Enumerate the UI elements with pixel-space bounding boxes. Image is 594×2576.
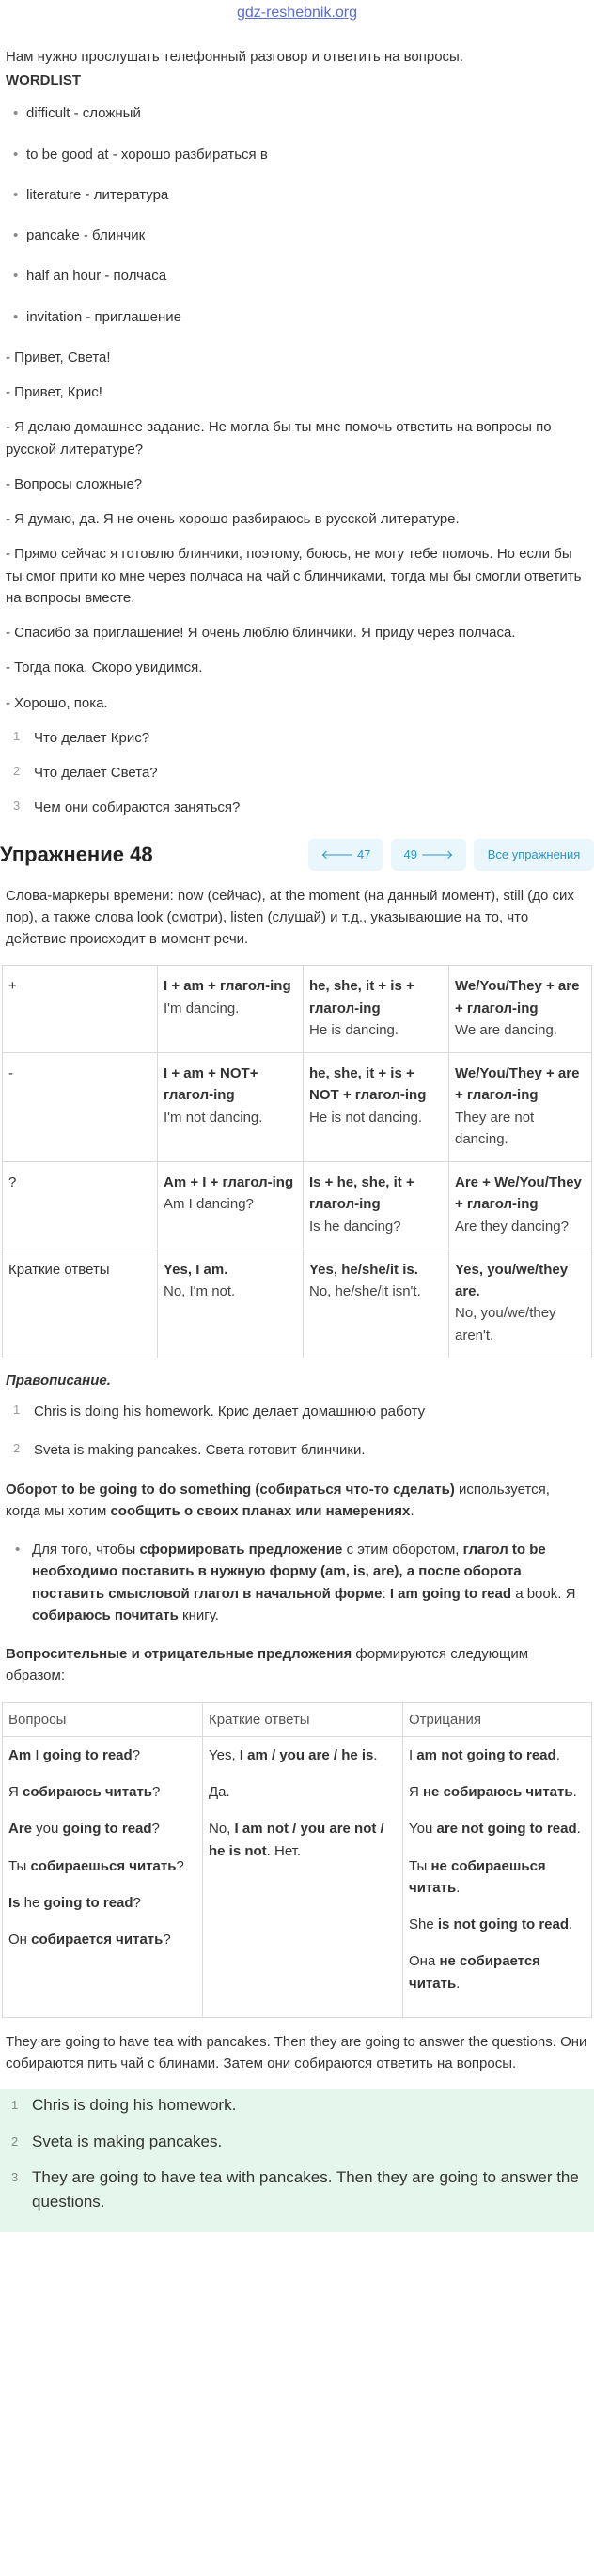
bold-part: going to read	[42, 1746, 133, 1763]
text-part: .	[576, 1821, 581, 1838]
table-cell	[449, 966, 592, 1053]
grammar-table	[2, 965, 592, 1358]
question-item	[13, 797, 594, 818]
text-part: you	[32, 1821, 63, 1838]
cell-formula: I + am + NOT+ глагол-ing	[164, 1065, 258, 1104]
text-part: .	[456, 1879, 461, 1896]
bold-part: не собираюсь читать	[423, 1784, 573, 1801]
cell-line	[209, 1781, 397, 1803]
cell-formula: Are + We/You/They + глагол-ing	[455, 1174, 582, 1213]
question-text: Что делает Крис?	[34, 729, 150, 746]
cell-formula: Yes, he/she/it is.	[309, 1261, 418, 1278]
cell-line	[8, 1745, 196, 1766]
table-cell	[158, 1162, 304, 1249]
question-negative-intro	[6, 1643, 588, 1687]
time-markers-text: Слова-маркеры времени: now (сейчас), at the moment (на данный момент), still (до сих пор), а также слова look (смотри), listen (слушай) и т.д., указывающие на то, что действие происходит в момент речи.	[6, 887, 574, 948]
exercise-title: Упражнение 48	[0, 842, 153, 866]
cell-line	[8, 1929, 196, 1950]
questions-answers-table	[2, 1702, 592, 2018]
text-part: Да.	[209, 1784, 230, 1801]
text-part: ?	[152, 1784, 161, 1801]
rule-text: .	[410, 1502, 414, 1519]
table-row	[3, 1053, 592, 1162]
word-item: • difficult - сложный	[13, 102, 594, 124]
bold-part: are not going to read	[436, 1821, 577, 1838]
table-row	[3, 966, 592, 1053]
text-part: I	[409, 1746, 417, 1763]
dialogue-line: - Я думаю, да. Я не очень хорошо разбираюсь в русской литературе.	[6, 511, 460, 528]
text-part: .	[373, 1746, 378, 1763]
word-item: • half an hour - полчаса	[13, 265, 594, 287]
word-item: • pancake - блинчик	[13, 225, 594, 246]
cell-line	[209, 1745, 397, 1766]
text-part: She	[409, 1916, 438, 1933]
table-cell	[449, 1053, 592, 1162]
spelling-list	[0, 1401, 594, 1462]
wordlist	[0, 102, 594, 328]
all-exercises-button[interactable]: Все упражнения	[474, 839, 594, 871]
cell-example: He is dancing.	[309, 1021, 399, 1038]
cell-line	[409, 1745, 586, 1766]
question-text: Что делает Света?	[34, 765, 158, 782]
table-header-row	[3, 1702, 592, 1736]
table-row	[3, 1736, 592, 2017]
text-part: Он	[8, 1932, 32, 1948]
table-cell	[304, 966, 449, 1053]
dialogue-line: - Я делаю домашнее задание. Не могла бы ты мне помочь ответить на вопросы по русской литературе?	[6, 419, 552, 458]
cell-line	[409, 1950, 586, 1994]
dialogue-line: - Спасибо за приглашение! Я очень люблю блинчики. Я приду через полчаса.	[6, 625, 516, 642]
question-item	[13, 762, 594, 784]
rule-text: Для того, чтобы	[32, 1542, 140, 1559]
cell-formula: We/You/They + are + глагол-ing	[455, 978, 580, 1016]
summary-text: They are going to have tea with pancakes. Then they are going to answer the questions. Они собираются пить чай с блинами. Затем они собираются ответить на вопросы.	[6, 2033, 587, 2072]
table-row	[3, 1162, 592, 1249]
cell-formula: Yes, I am.	[164, 1261, 228, 1278]
cell-example: No, I'm not.	[164, 1283, 236, 1300]
next-exercise-button[interactable]: 49 🡒	[391, 839, 466, 871]
bold-part: am not going to read	[416, 1746, 556, 1763]
question-item	[13, 727, 594, 749]
dialogue-line: - Вопросы сложные?	[6, 475, 143, 492]
cell-formula: he, she, it + is + глагол-ing	[309, 978, 414, 1016]
going-to-rule	[6, 1479, 588, 1523]
cell-line	[8, 1818, 196, 1839]
column-header: Вопросы	[3, 1702, 203, 1736]
answers-list	[0, 2093, 594, 2214]
text-part: .	[569, 1916, 573, 1933]
rule-bold: сообщить о своих планах или намерениях	[110, 1502, 411, 1519]
item-number: 2	[13, 1441, 21, 1456]
question-text: Чем они собираются заняться?	[34, 799, 241, 816]
text-part: Yes,	[209, 1746, 240, 1763]
intro-text: Нам нужно прослушать телефонный разговор и ответить на вопросы.	[6, 48, 464, 65]
word-item: • to be good at - хорошо разбираться в	[13, 144, 594, 165]
site-header-link[interactable]: gdz-reshebnik.org	[236, 5, 358, 21]
rule-bold: сформировать предложение	[139, 1542, 343, 1559]
rule-text: формируются следующим образом:	[6, 1646, 529, 1684]
word-item: • literature - литература	[13, 184, 594, 206]
text-part: .	[555, 1746, 560, 1763]
answer-text: They are going to have tea with pancakes. Then they are going to answer the questions.	[32, 2167, 579, 2211]
cell-formula: Is + he, she, it + глагол-ing	[309, 1174, 414, 1213]
answer-text: Sveta is making pancakes.	[32, 2132, 223, 2150]
cell-example: No, he/she/it isn't.	[309, 1283, 421, 1300]
text-part: ?	[133, 1894, 141, 1911]
text-part: ?	[163, 1932, 171, 1948]
answer-item	[11, 2093, 594, 2118]
bold-part: не собирается читать	[409, 1953, 540, 1992]
item-text: Chris is doing his homework. Крис делает домашнюю работу	[34, 1404, 426, 1420]
text-part: ?	[132, 1746, 141, 1763]
rule-text: :	[382, 1585, 390, 1602]
text-part: No,	[209, 1821, 235, 1838]
word-item: • invitation - приглашение	[13, 306, 594, 328]
answer-item	[11, 2130, 594, 2154]
column-header: Краткие ответы	[203, 1702, 403, 1736]
rule-bold: Оборот to be going to do something (собираться что-то сделать)	[6, 1481, 455, 1497]
bold-part: Am	[8, 1746, 32, 1763]
rule-bold: I am going to read	[389, 1585, 512, 1602]
bold-part: не собираешься читать	[409, 1857, 546, 1896]
row-label: +	[3, 966, 158, 1053]
table-row	[3, 1249, 592, 1358]
answer-number: 1	[11, 2098, 19, 2113]
text-part: You	[409, 1821, 437, 1838]
rule-text: a book. Я	[511, 1585, 576, 1602]
questions-cell	[3, 1736, 203, 2017]
cell-line	[409, 1914, 586, 1935]
table-cell	[304, 1162, 449, 1249]
cell-formula: I + am + глагол-ing	[164, 978, 291, 995]
spelling-title: Правописание.	[6, 1372, 111, 1389]
text-part: Я	[409, 1784, 423, 1801]
item-number: 1	[13, 1403, 21, 1418]
negatives-cell	[403, 1736, 592, 2017]
short-answers-cell	[203, 1736, 403, 2017]
text-part: Ты	[409, 1857, 431, 1874]
cell-line	[409, 1818, 586, 1839]
text-part: Она	[409, 1953, 440, 1970]
cell-example: He is not dancing.	[309, 1109, 423, 1125]
answer-item	[11, 2165, 594, 2215]
bold-part: going to read	[62, 1821, 152, 1838]
rule-list	[0, 1539, 594, 1626]
cell-line	[8, 1855, 196, 1877]
rule-bold: собираюсь почитать	[32, 1606, 179, 1623]
cell-example: No, you/we/they aren't.	[455, 1305, 556, 1343]
cell-line	[8, 1781, 196, 1803]
dialogue-line: - Привет, Света!	[6, 349, 111, 365]
rule-text: с этим оборотом,	[342, 1542, 463, 1559]
table-cell	[449, 1249, 592, 1358]
item-text: Sveta is making pancakes. Света готовит блинчики.	[34, 1442, 366, 1459]
answer-number: 3	[11, 2169, 19, 2184]
row-label: Краткие ответы	[3, 1249, 158, 1358]
cell-formula: Yes, you/we/they are.	[455, 1261, 569, 1300]
bold-part: going to read	[43, 1894, 133, 1911]
dialogue-line: - Хорошо, пока.	[6, 694, 108, 711]
text-part: ?	[151, 1821, 160, 1838]
text-part: I	[31, 1746, 43, 1763]
cell-line	[8, 1892, 196, 1914]
cell-example: I'm dancing.	[164, 1000, 240, 1016]
text-part: .	[572, 1784, 577, 1801]
row-label: -	[3, 1053, 158, 1162]
list-item	[13, 1439, 594, 1461]
bold-part: собирается читать	[31, 1932, 164, 1948]
dialogue-line: - Прямо сейчас я готовлю блинчики, поэтому, боюсь, не могу тебе помочь. Но если бы ты смог прити ко мне через полчаса на чай с блинчиками, тогда мы бы смогли ответить на вопросы вместе.	[6, 546, 582, 606]
cell-formula: We/You/They + are + глагол-ing	[455, 1065, 580, 1104]
cell-example: They are not dancing.	[455, 1109, 535, 1147]
question-number: 3	[13, 799, 21, 814]
question-number: 2	[13, 764, 21, 779]
rule-item	[30, 1539, 594, 1626]
exercise-nav-bar	[0, 836, 594, 874]
rule-text: используется, когда мы хотим	[6, 1481, 550, 1519]
cell-example: Are they dancing?	[455, 1218, 569, 1234]
bold-part: I am not / you are not / he is not	[209, 1821, 384, 1859]
cell-example: Am I dancing?	[164, 1196, 254, 1213]
table-cell	[158, 1053, 304, 1162]
bold-part: I am / you are / he is	[239, 1746, 374, 1763]
list-item	[13, 1401, 594, 1422]
question-number: 1	[13, 728, 21, 743]
dialogue	[0, 347, 594, 714]
cell-formula: he, she, it + is + NOT + глагол-ing	[309, 1065, 427, 1104]
questions-list	[0, 727, 594, 819]
bold-part: Are	[8, 1821, 33, 1838]
bold-part: is not going to read	[437, 1916, 570, 1933]
dialogue-line: - Привет, Крис!	[6, 384, 102, 401]
cell-line	[409, 1855, 586, 1900]
text-part: .	[456, 1975, 461, 1992]
bold-part: Is	[8, 1894, 21, 1911]
bold-part: собираешься читать	[30, 1857, 177, 1874]
going-to-intro	[6, 1479, 588, 1523]
prev-exercise-button[interactable]: 🡐 47	[308, 839, 383, 871]
site-header	[0, 0, 594, 31]
cell-example: I'm not dancing.	[164, 1109, 263, 1125]
cell-formula: Am + I + глагол-ing	[164, 1174, 294, 1191]
text-part: Я	[8, 1784, 23, 1801]
text-part: . Нет.	[266, 1842, 302, 1859]
answer-number: 2	[11, 2134, 19, 2149]
rule-bold: Вопросительные и отрицательные предложения	[6, 1646, 352, 1663]
cell-line	[409, 1781, 586, 1803]
row-label: ?	[3, 1162, 158, 1249]
wordlist-title: WORDLIST	[6, 72, 81, 89]
answers-box	[0, 2089, 594, 2231]
cell-example: Is he dancing?	[309, 1218, 401, 1234]
table-cell	[304, 1249, 449, 1358]
text-part: he	[20, 1894, 44, 1911]
column-header: Отрицания	[403, 1702, 592, 1736]
dialogue-line: - Тогда пока. Скоро увидимся.	[6, 660, 203, 676]
table-cell	[449, 1162, 592, 1249]
text-part: Ты	[8, 1857, 31, 1874]
rule-bold: глагол to be необходимо поставить в нужную форму (am, is, are), а после оборота поставить смысловой глагол в начальной форме	[32, 1542, 546, 1602]
table-cell	[158, 966, 304, 1053]
text-part: ?	[176, 1857, 184, 1874]
rule-text: книгу.	[178, 1606, 219, 1623]
answer-text: Chris is doing his homework.	[32, 2096, 237, 2115]
table-cell	[304, 1053, 449, 1162]
cell-example: We are dancing.	[455, 1021, 557, 1038]
cell-line	[209, 1818, 397, 1862]
bold-part: собираюсь читать	[23, 1784, 153, 1801]
table-cell	[158, 1249, 304, 1358]
